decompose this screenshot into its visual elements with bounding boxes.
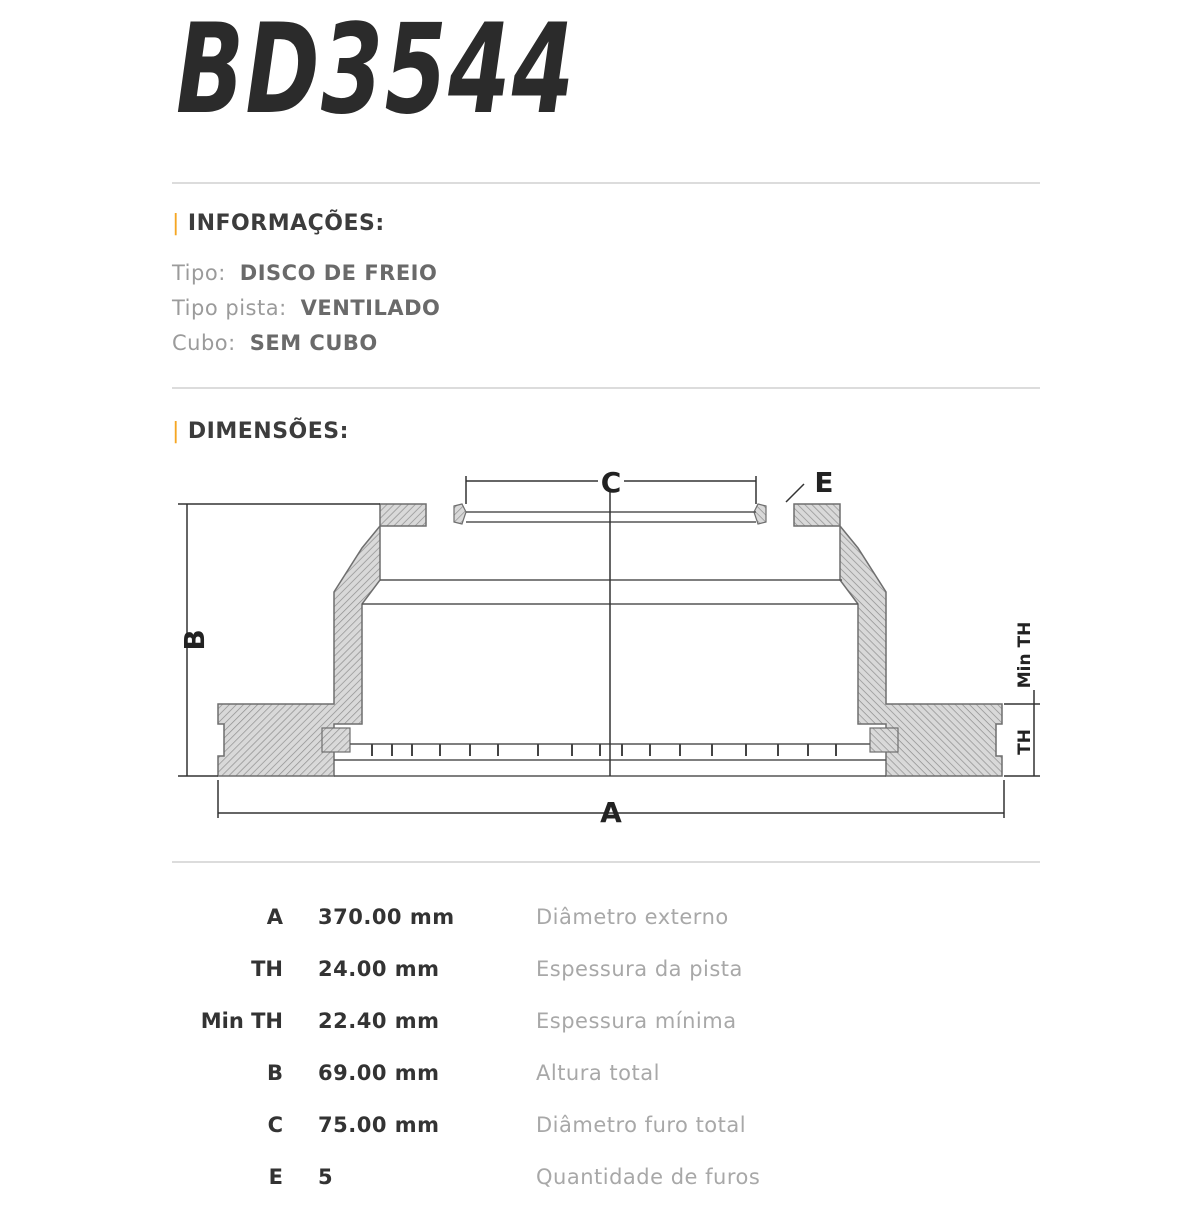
- spec-row: [0, 1061, 1200, 1101]
- spec-value: 24.00 mm: [318, 957, 440, 981]
- dimension-min-th-label: Min TH: [1015, 621, 1035, 689]
- spec-code: A: [266, 905, 283, 929]
- divider-middle: [172, 387, 1040, 389]
- info-row-tipo-pista: [172, 296, 440, 320]
- brake-disc-cross-section-diagram: [160, 455, 1060, 835]
- info-value: DISCO DE FREIO: [239, 261, 438, 285]
- spec-code: C: [267, 1113, 283, 1137]
- spec-description: Diâmetro externo: [536, 905, 729, 929]
- spec-row: [0, 1113, 1200, 1153]
- spec-code: TH: [251, 957, 283, 981]
- info-row-cubo: [172, 331, 378, 355]
- spec-row: [0, 1165, 1200, 1205]
- spec-row: [0, 957, 1200, 997]
- info-label: Cubo:: [172, 331, 236, 355]
- info-value: SEM CUBO: [249, 331, 378, 355]
- spec-row: [0, 905, 1200, 945]
- disc-section-left: [218, 504, 466, 776]
- heading-accent-bar: |: [172, 419, 180, 444]
- product-code-title: BD3544: [176, 0, 576, 142]
- dimensions-heading-text: DIMENSÕES:: [187, 419, 349, 444]
- spec-value: 69.00 mm: [318, 1061, 440, 1085]
- dimension-b-label: B: [178, 629, 211, 651]
- info-label: Tipo pista:: [172, 296, 287, 320]
- spec-row: [0, 1009, 1200, 1049]
- spec-description: Quantidade de furos: [536, 1165, 761, 1189]
- spec-value: 370.00 mm: [318, 905, 455, 929]
- info-row-tipo: [172, 261, 437, 285]
- vent-fins: [372, 744, 836, 756]
- disc-section-right: [754, 504, 1002, 776]
- divider-top: [172, 182, 1040, 184]
- spec-value: 5: [318, 1165, 334, 1189]
- info-label: Tipo:: [172, 261, 226, 285]
- info-heading-text: INFORMAÇÕES:: [187, 211, 385, 236]
- spec-code: B: [266, 1061, 283, 1085]
- spec-description: Espessura mínima: [536, 1009, 737, 1033]
- divider-bottom: [172, 861, 1040, 863]
- spec-description: Altura total: [536, 1061, 660, 1085]
- spec-value: 75.00 mm: [318, 1113, 440, 1137]
- dimension-e-label: E: [814, 466, 834, 499]
- spec-description: Espessura da pista: [536, 957, 743, 981]
- dimension-th-label: TH: [1015, 729, 1035, 755]
- dimension-a-label: A: [600, 796, 622, 829]
- heading-accent-bar: |: [172, 211, 180, 236]
- info-value: VENTILADO: [300, 296, 441, 320]
- spec-code: Min TH: [200, 1009, 283, 1033]
- dimensions-section-heading: [172, 419, 349, 444]
- spec-description: Diâmetro furo total: [536, 1113, 747, 1137]
- dimension-e-leader: [786, 484, 804, 502]
- spec-code: E: [268, 1165, 283, 1189]
- dimension-c-label: C: [600, 466, 622, 499]
- spec-value: 22.40 mm: [318, 1009, 440, 1033]
- info-section-heading: [172, 211, 385, 236]
